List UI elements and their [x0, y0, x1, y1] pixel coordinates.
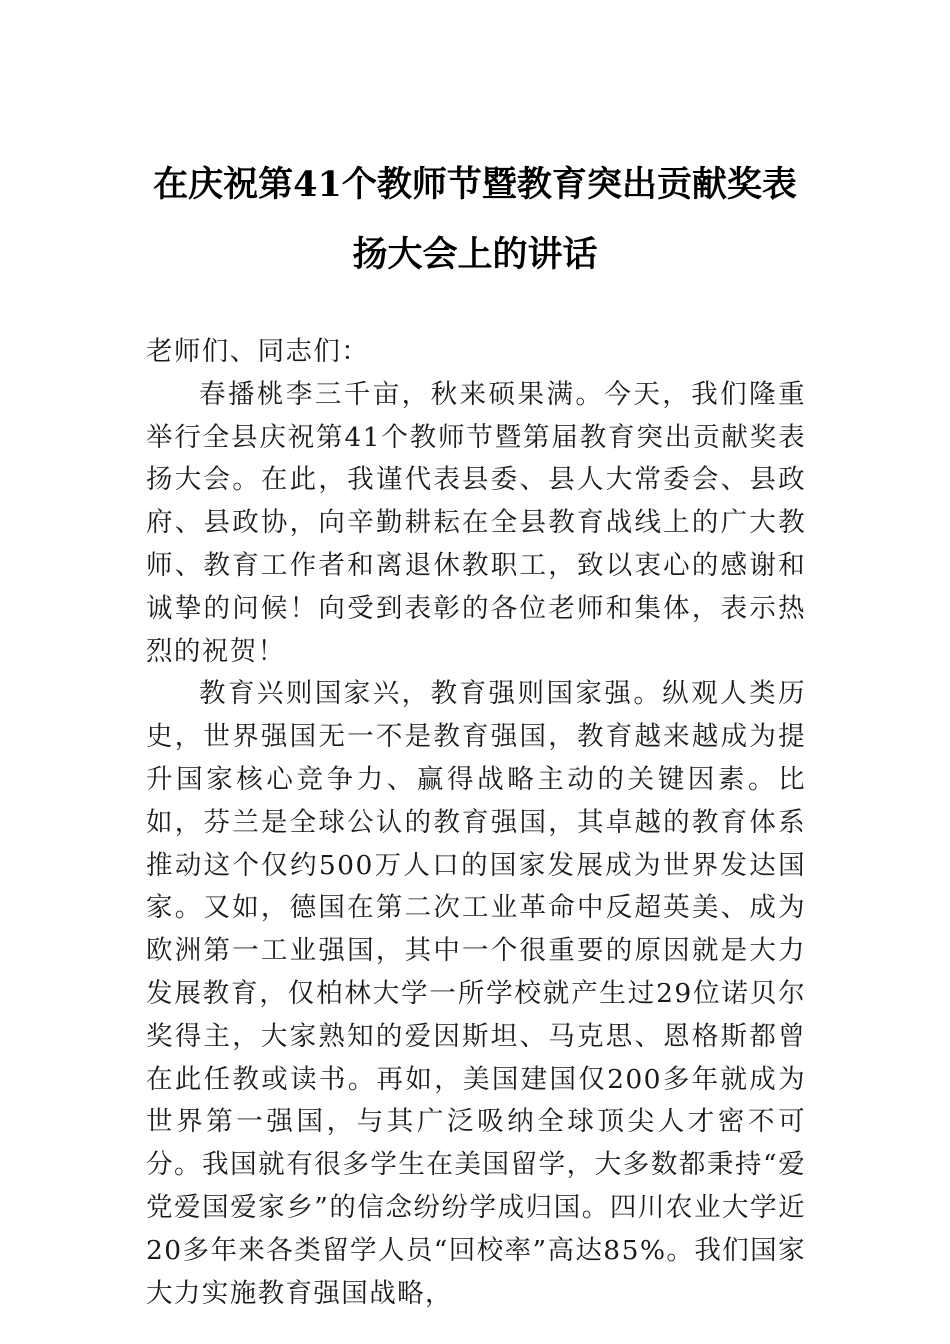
title-line-1: 在庆祝第41个教师节暨教育突出贡献奖表	[153, 164, 797, 205]
document-body	[146, 331, 806, 1315]
title-line-2: 扬大会上的讲话	[352, 234, 598, 275]
document-title	[140, 150, 810, 290]
salutation: 老师们、同志们：	[146, 336, 370, 367]
paragraph-2: 教育兴则国家兴，教育强则国家强。纵观人类历史，世界强国无一不是教育强国，教育越来越成为提升国家核心竞争力、赢得战略主动的关键因素。比如，芬兰是全球公认的教育强国，其卓越的教育体系推动这个仅约500万人口的国家发展成为世界发达国家。又如，德国在第二次工业革命中反超英美、成为欧洲第一工业强国，其中一个很重要的原因就是大力发展教育，仅柏林大学一所学校就产生过29位诺贝尔奖得主，大家熟知的爱因斯坦、马克思、恩格斯都曾在此任教或读书。再如，美国建国仅200多年就成为世界第一强国，与其广泛吸纳全球顶尖人才密不可分。我国就有很多学生在美国留学，大多数都秉持“爱党爱国爱家乡”的信念纷纷学成归国。四川农业大学近20多年来各类留学人员“回校率”高达85%。我们国家大力实施教育强国战略，	[146, 678, 806, 1309]
paragraph-1: 春播桃李三千亩，秋来硕果满。今天，我们隆重举行全县庆祝第41个教师节暨第届教育突出贡献奖表扬大会。在此，我谨代表县委、县人大常委会、县政府、县政协，向辛勤耕耘在全县教育战线上的广大教师、教育工作者和离退休教职工，致以衷心的感谢和诚挚的问候！向受到表彰的各位老师和集体，表示热烈的祝贺！	[146, 378, 806, 667]
